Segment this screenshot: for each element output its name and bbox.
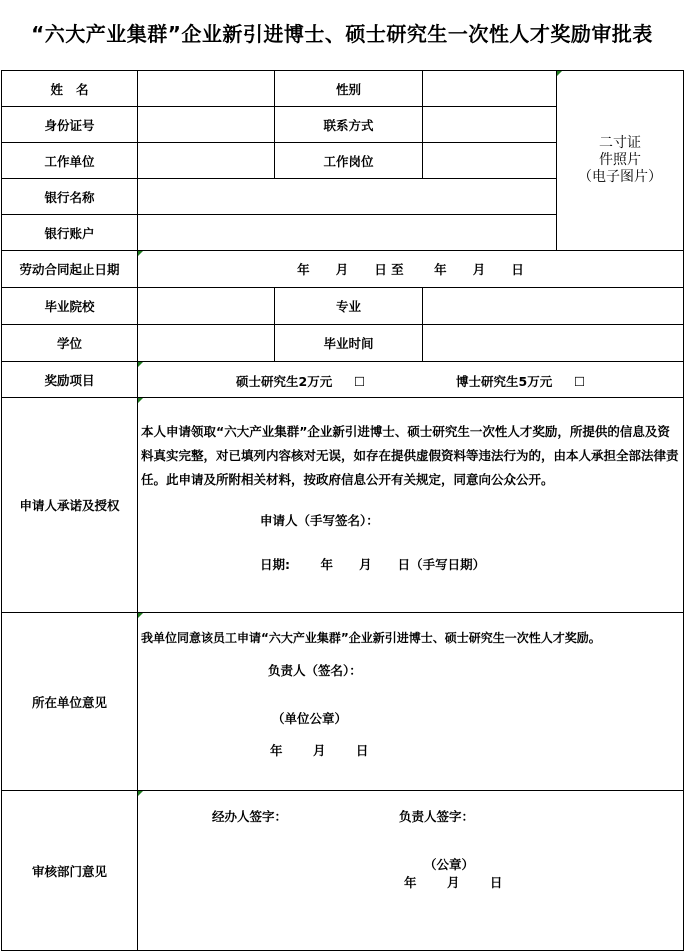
contact-field[interactable] xyxy=(423,107,557,143)
employer-seal: （单位公章） xyxy=(272,711,348,726)
label-gender: 性别 xyxy=(275,71,423,107)
reward-doctor-checkbox[interactable]: 博士研究生5万元 ☐ xyxy=(456,374,586,389)
row-pledge xyxy=(2,398,684,613)
gender-field[interactable] xyxy=(423,71,557,107)
label-employer: 工作单位 xyxy=(2,143,138,179)
review-seal: （公章） xyxy=(424,857,475,872)
position-field[interactable] xyxy=(423,143,557,179)
school-field[interactable] xyxy=(138,288,275,325)
photo-line-1: 二寸证 xyxy=(599,135,641,151)
contract-dates-field[interactable]: 年 月 日 至 年 月 日 xyxy=(138,251,684,288)
pledge-statement: 本人申请领取“六大产业集群”企业新引进博士、硕士研究生一次性人才奖励，所提供的信息及资料真实完整，对已填列内容核对无误，如存在提供虚假资料等违法行为的，由本人承担全部法律责任。此申请及所附相关材料，按政府信息公开有关规定，同意向公众公开。 xyxy=(141,424,679,487)
photo-line-2: 件照片 xyxy=(599,152,641,168)
review-opinion-cell xyxy=(138,791,684,951)
applicant-signature-line[interactable]: 申请人（手写签名）： xyxy=(260,513,379,528)
label-school: 毕业院校 xyxy=(2,288,138,325)
id-number-field[interactable] xyxy=(138,107,275,143)
handler-signature-line[interactable]: 经办人签字： xyxy=(212,809,288,824)
row-school xyxy=(2,288,684,325)
label-contact: 联系方式 xyxy=(275,107,423,143)
label-grad-time: 毕业时间 xyxy=(275,325,423,362)
label-name: 姓 名 xyxy=(2,71,138,107)
label-major: 专业 xyxy=(275,288,423,325)
review-date-line[interactable]: 年 月 日 xyxy=(404,875,503,890)
employer-date-line[interactable]: 年 月 日 xyxy=(270,743,369,758)
employer-signature-line[interactable]: 负责人（签名）： xyxy=(268,663,362,678)
reward-options xyxy=(138,362,684,398)
label-review-opinion: 审核部门意见 xyxy=(2,791,138,951)
row-degree xyxy=(2,325,684,362)
label-contract-dates: 劳动合同起止日期 xyxy=(2,251,138,288)
label-degree: 学位 xyxy=(2,325,138,362)
form-title: “六大产业集群”企业新引进博士、硕士研究生一次性人才奖励审批表 xyxy=(31,22,653,46)
label-bank-account: 银行账户 xyxy=(2,215,138,251)
photo-box[interactable] xyxy=(557,71,684,251)
row-review-opinion xyxy=(2,791,684,951)
row-contract xyxy=(2,251,684,288)
photo-line-3: （电子图片） xyxy=(578,169,662,185)
row-employer-opinion xyxy=(2,613,684,791)
name-field[interactable] xyxy=(138,71,275,107)
reward-master-checkbox[interactable]: 硕士研究生2万元 ☐ xyxy=(236,374,366,389)
employer-field[interactable] xyxy=(138,143,275,179)
major-field[interactable] xyxy=(423,288,684,325)
employer-statement: 我单位同意该员工申请“六大产业集群”企业新引进博士、硕士研究生一次性人才奖励。 xyxy=(141,631,601,645)
approval-form-table xyxy=(1,70,684,951)
label-bank-name: 银行名称 xyxy=(2,179,138,215)
label-employer-opinion: 所在单位意见 xyxy=(2,613,138,791)
pledge-cell xyxy=(138,398,684,613)
bank-account-field[interactable] xyxy=(138,215,557,251)
degree-field[interactable] xyxy=(138,325,275,362)
label-id-number: 身份证号 xyxy=(2,107,138,143)
leader-signature-line[interactable]: 负责人签字： xyxy=(399,809,475,824)
label-reward-item: 奖励项目 xyxy=(2,362,138,398)
applicant-date-line[interactable]: 日期: 年 月 日（手写日期） xyxy=(260,557,486,572)
row-reward xyxy=(2,362,684,398)
bank-name-field[interactable] xyxy=(138,179,557,215)
label-applicant-pledge: 申请人承诺及授权 xyxy=(2,398,138,613)
grad-time-field[interactable] xyxy=(423,325,684,362)
row-name xyxy=(2,71,684,107)
employer-opinion-cell xyxy=(138,613,684,791)
label-position: 工作岗位 xyxy=(275,143,423,179)
